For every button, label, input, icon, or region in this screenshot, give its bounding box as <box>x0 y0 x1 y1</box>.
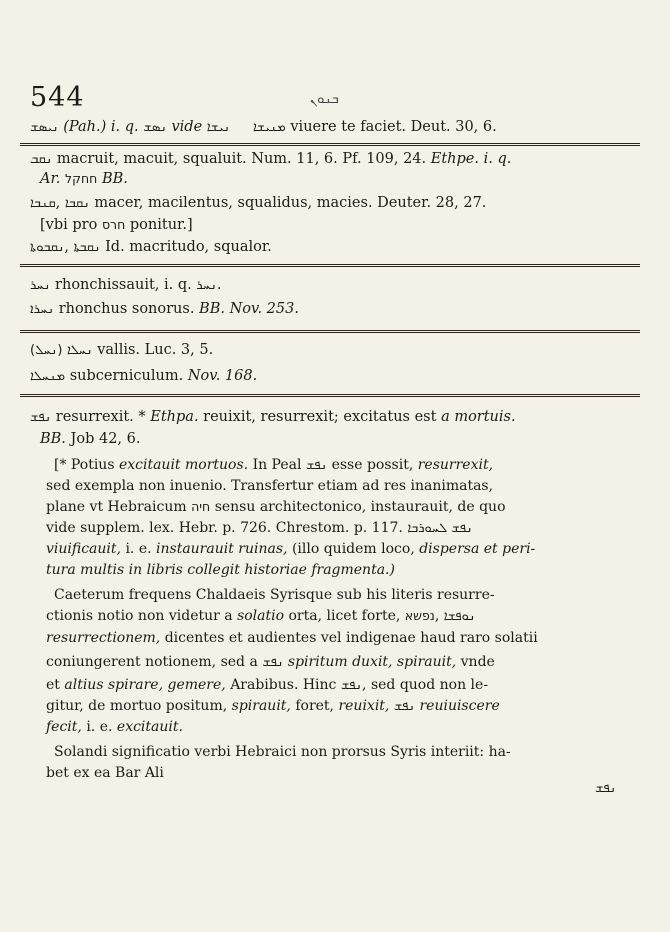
entry-line: Ar. חחקל BB. <box>40 171 128 187</box>
section-rule <box>20 143 640 146</box>
note-line: Solandi significatio verbi Hebraici non prorsus Syris interiit: ha- <box>54 744 511 760</box>
entry-line: [vbi pro חרס ponitur.] <box>40 217 193 233</box>
note-line: vide supplem. lex. Hebr. p. 726. Chrestom. p. 117. ܢܦܫ ܠܚܘܪܒܐ <box>46 520 473 536</box>
section-rule <box>20 264 640 267</box>
note-line: fecit, i. e. excitauit. <box>46 719 183 735</box>
note-line: gitur, de mortuo positum, spirauit, foret, reuixit, ܢܦܫ reuiuiscere <box>46 698 500 714</box>
note-line: plane vt Hebraicum חיה sensu architectonico, instaurauit, de quo <box>46 499 506 515</box>
entry-line: BB. Job 42, 6. <box>40 431 141 447</box>
entry-line: ܢܦܫ resurrexit. * Ethpa. reuixit, resurrexit; excitatus est a mortuis. <box>30 409 516 425</box>
note-line: et altius spirare, gemere, Arabibus. Hinc ܢܦܫ, sed quod non le- <box>46 677 489 693</box>
page-number: 544 <box>30 82 85 113</box>
page-header <box>30 82 630 118</box>
entry-line: ܢܝܣܫ (Pah.) i. q. ܢܣܫ vide ܢܝܫܐ ܡܢܝܫܐ viuere te faciet. Deut. 30, 6. <box>30 119 497 135</box>
note-line: sed exempla non inuenio. Transfertur etiam ad res inanimatas, <box>46 478 494 494</box>
section-rule <box>20 394 640 397</box>
note-line: coniungerent notionem, sed a ܢܦܫ spiritum duxit, spirauit, vnde <box>46 654 495 670</box>
note-line: resurrectionem, dicentes et audientes vel indigenae haud raro solatii <box>46 630 538 646</box>
note-line: Caeterum frequens Chaldaeis Syrisque sub his literis resurre- <box>54 587 495 603</box>
entry-line: ܢܚܪܐ rhonchus sonorus. BB. Nov. 253. <box>30 301 299 317</box>
running-head-syriac: ܒܢܘܢ <box>310 92 339 107</box>
note-line: ctionis notio non videtur a solatio orta, licet forte, נפשא, ܢܘܦܫܐ <box>46 608 476 624</box>
note-line: tura multis in libris collegit historiae fragmenta.) <box>46 562 395 578</box>
note-line: [* Potius excitauit mortuos. In Peal ܢܦܫ esse possit, resurrexit, <box>54 457 494 473</box>
entry-line: ܩܢܒܐ, ܢܩܒܐ macer, macilentus, squalidus, macies. Deuter. 28, 27. <box>30 195 487 211</box>
entry-line: ܢܩܒ macruit, macuit, squaluit. Num. 11, 6. Pf. 109, 24. Ethpe. i. q. <box>30 151 512 167</box>
entry-line: ܢܩܒܘܬܐ, ܢܩܒܬܐ Id. macritudo, squalor. <box>30 239 272 255</box>
note-line: bet ex ea Bar Ali <box>46 765 164 781</box>
section-rule <box>20 330 640 333</box>
note-line: viuificauit, i. e. instaurauit ruinas, (illo quidem loco, dispersa et peri- <box>46 541 536 557</box>
entry-line: ܢܚܪ rhonchissauit, i. q. ܢܚܪ. <box>30 277 222 293</box>
catchword: ܢܦܫ <box>595 781 617 796</box>
entry-line: ܡܢܚܠܐ subcerniculum. Nov. 168. <box>30 368 258 384</box>
entry-line: (ܢܚܠ) ܢܚܠܐ vallis. Luc. 3, 5. <box>30 342 214 358</box>
